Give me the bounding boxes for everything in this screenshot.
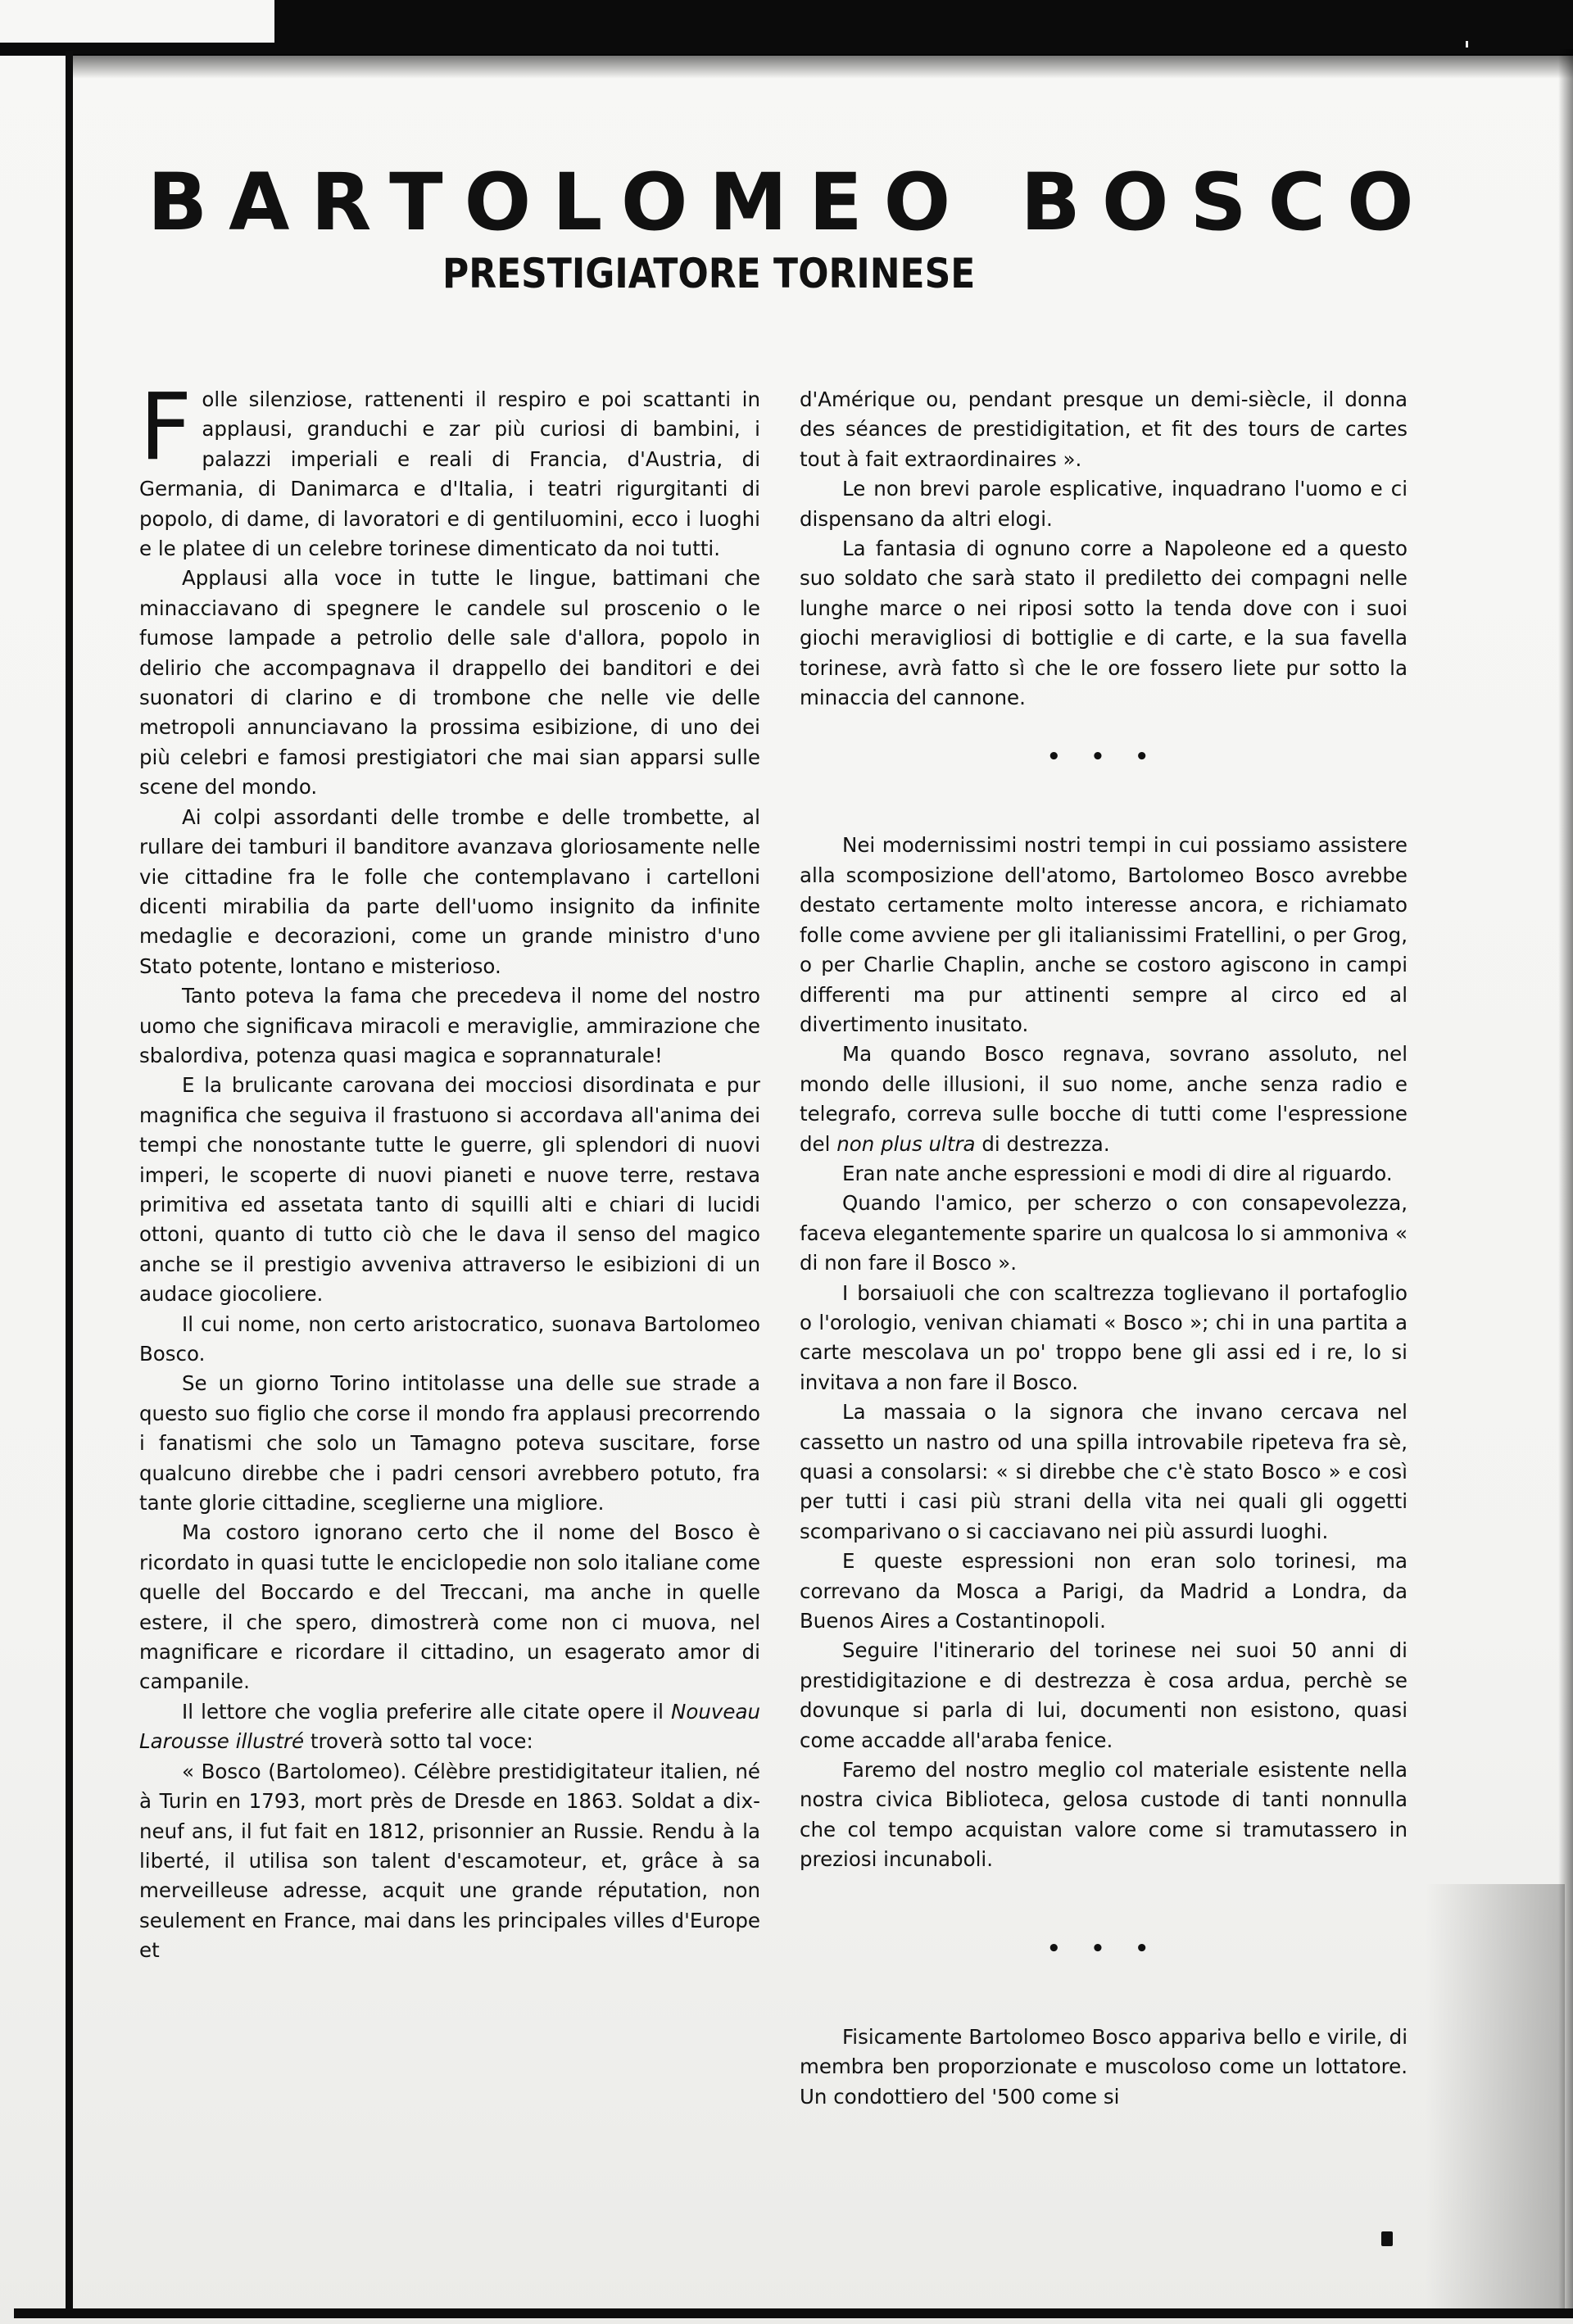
paragraph: E la brulicante carovana dei mocciosi disordinata e pur magnifica che seguiva il frastuono si accordava all'anima dei tempi che nonostante tutte le guerre, gli splendori di nuovi imperi, le scoperte di nuovi pianeti e nuove terre, restava primitiva ed assetata tanto di squilli alti e chiari di lucidi ottoni, quanto di tutto ciò che le dava il senso del magico anche se il prestigio avveniva attraverso le esibizioni di un audace giocoliere. [139, 1073, 760, 1307]
italic-phrase: non plus ultra [836, 1131, 976, 1156]
paragraph: Il lettore che voglia preferire alle citate opere il Nouveau Larousse illustré troverà sotto tal voce: [139, 1699, 760, 1754]
spacer [800, 772, 1408, 831]
paragraph: Quando l'amico, per scherzo o con consapevolezza, faceva elegantemente sparire un qualcosa lo si ammoniva « di non fare il Bosco ». [800, 1191, 1408, 1275]
paragraph: Il cui nome, non certo aristocratico, suonava Bartolomeo Bosco. [139, 1311, 760, 1366]
paragraph: Folle silenziose, rattenenti il respiro e poi scattanti in applausi, granduchi e zar più curiosi di bambini, i palazzi imperiali e reali di Francia, d'Austria, di Germania, di Danimarca e d'Italia, i teatri rigurgitanti di popolo, di dame, di lavoratori e di gentiluomini, ecco i luoghi e le platee di un celebre torinese dimenticato da noi tutti. [139, 374, 760, 561]
paragraph: Ai colpi assordanti delle trombe e delle trombette, al rullare dei tamburi il banditore avanzava gloriosamente nelle vie cittadine fra le folle che contemplavano i cartelloni dicenti mirabilia da parte dell'uomo insignito da infinite medaglie e decorazioni, come un grande ministro d'uno Stato potente, lontano e misterioso. [139, 804, 760, 978]
paragraph: I borsaiuoli che con scaltrezza toglievano il portafoglio o l'orologio, venivan chiamati « Bosco »; chi in una partita a carte mescolava un po' troppo bene gli assi ed i re, lo si invitava a non fare il Bosco. [800, 1280, 1408, 1394]
spacer [800, 1875, 1408, 1934]
page-mark [1381, 2231, 1393, 2246]
article-title: BARTOLOMEO BOSCO [147, 156, 1435, 249]
article-subtitle: PRESTIGIATORE TORINESE [442, 249, 976, 297]
paragraph: Faremo del nostro meglio col materiale esistente nella nostra civica Biblioteca, gelosa custode di tanti nonnulla che col tempo acquistan valore come si tramutassero in preziosi incunaboli. [800, 1758, 1408, 1872]
section-separator: • • • [1047, 745, 1160, 770]
paragraph: Fisicamente Bartolomeo Bosco appariva bello e virile, di membra ben proporzionate e muscoloso come un lottatore. Un condottiero del '500 come si [800, 2024, 1408, 2109]
spacer [800, 1964, 1408, 2023]
section-separator: • • • [1047, 1936, 1160, 1961]
left-black-border [66, 51, 73, 2316]
left-column [139, 374, 760, 1966]
paragraph: Nei modernissimi nostri tempi in cui possiamo assistere alla scomposizione dell'atomo, Bartolomeo Bosco avrebbe destato certamente molto interesse ancora, e richiamato folle come avviene per gli italianissimi Fratellini, o per Grog, o per Charlie Chaplin, anche se costoro agiscono in campi differenti ma pur attinenti sempre al circo ed al divertimento inusitato. [800, 833, 1408, 1036]
bottom-black-border [14, 2308, 1573, 2318]
paragraph: Applausi alla voce in tutte le lingue, battimani che minacciavano di spegnere le candele sul proscenio o le fumose lampade a petrolio delle sale d'allora, popolo in delirio che accompagnava il drappello dei banditori e dei suonatori di clarino e di trombone che nelle vie delle metropoli annunciavano la prossima esibizione, di uno dei più celebri e famosi prestigiatori che mai sian apparsi sulle scene del mondo. [139, 566, 760, 800]
drop-cap: F [139, 374, 193, 481]
paragraph: La fantasia di ognuno corre a Napoleone ed a questo suo soldato che sarà stato il prediletto dei compagni nelle lunghe marce o nei riposi sotto la tenda dove con i suoi giochi meravigliosi di bottiglie e di carte, e la sua favella torinese, avrà fatto sì che le ore fossero liete pur sotto la minaccia del cannone. [800, 537, 1408, 710]
paragraph: E queste espressioni non eran solo torinesi, ma correvano da Mosca a Parigi, da Madrid a Londra, da Buenos Aires a Costantinopoli. [800, 1549, 1408, 1633]
quote-paragraph: « Bosco (Bartolomeo). Célèbre prestidigitateur italien, né à Turin en 1793, mort près de Dresde en 1863. Soldat a dix-neuf ans, il fut fait en 1812, prisonnier an Russie. Rendu à la liberté, il utilisa son talent d'escamoteur, et, grâce à sa merveilleuse adresse, acquit une grande réputation, non seulement en France, mai dans les principales villes d'Europe et [139, 1759, 760, 1963]
paragraph: Tanto poteva la fama che precedeva il nome del nostro uomo che significava miracoli e meraviglie, ammirazione che sbalordiva, potenza quasi magica e soprannaturale! [139, 984, 760, 1067]
paragraph: d'Amérique ou, pendant presque un demi-siècle, il donna des séances de prestidigitation, et fit des tours de cartes tout à fait extraordinaires ». [800, 387, 1408, 471]
paragraph: La massaia o la signora che invano cercava nel cassetto un nastro od una spilla introvabile ripeteva fra sè, quasi a consolarsi: « si direbbe che c'è stato Bosco » e così per tutti i casi più strani della vita nei quali gli oggetti scomparivano o si cacciavano nei più assurdi luoghi. [800, 1400, 1408, 1543]
italic-title: Nouveau Larousse illustré [139, 1699, 760, 1754]
top-shadow [66, 54, 1573, 79]
scan-speck [1466, 41, 1468, 48]
paragraph: Le non brevi parole esplicative, inquadrano l'uomo e ci dispensano da altri elogi. [800, 477, 1408, 531]
spacer [800, 713, 1408, 742]
paragraph: Ma quando Bosco regnava, sovrano assoluto, nel mondo delle illusioni, il suo nome, anche senza radio e telegrafo, correva sulle bocche di tutti come l'espressione del non plus ultra di destrezza. [800, 1042, 1408, 1156]
scan-shadow [1426, 1884, 1565, 2310]
right-column [800, 385, 1408, 2112]
top-black-band [274, 0, 1573, 56]
paragraph: Seguire l'itinerario del torinese nei suoi 50 anni di prestidigitazione e di destrezza è cosa ardua, perchè se dovunque si parla di lui, documenti non esistono, quasi come accadde all'araba fenice. [800, 1638, 1408, 1752]
paragraph: Se un giorno Torino intitolasse una delle sue strade a questo suo figlio che corse il mondo fra applausi precorrendo i fanatismi che solo un Tamagno poteva suscitare, forse qualcuno direbbe che i padri censori avrebbero potuto, fra tante glorie cittadine, sceglierne una migliore. [139, 1371, 760, 1515]
paragraph: Ma costoro ignorano certo che il nome del Bosco è ricordato in quasi tutte le enciclopedie non solo italiane come quelle del Boccardo e del Treccani, ma anche in quelle estere, il che spero, dimostrerà come non ci muova, nel magnificare e ricordare il cittadino, un esagerato amor di campanile. [139, 1520, 760, 1694]
paragraph: Eran nate anche espressioni e modi di dire al riguardo. [842, 1161, 1393, 1185]
